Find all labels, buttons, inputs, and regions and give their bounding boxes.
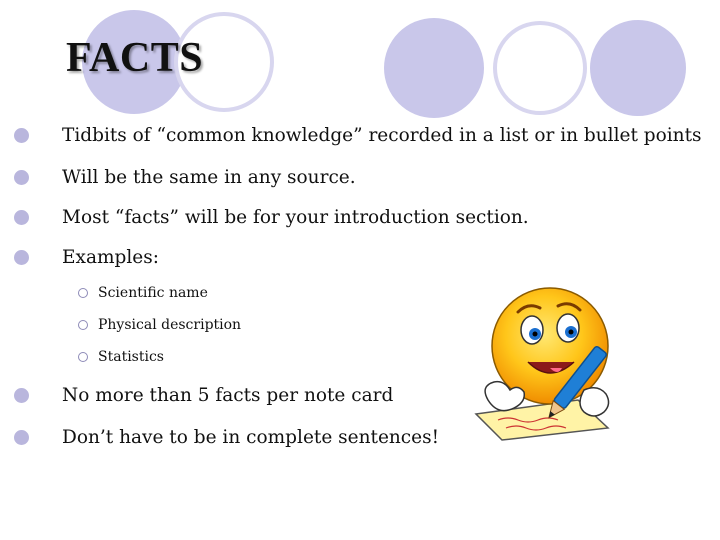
bullet-text: Most “facts” will be for your introduction section. bbox=[62, 206, 529, 228]
bullet-item bbox=[14, 422, 439, 452]
sub-bullet-item bbox=[78, 282, 208, 304]
bullet-dot-icon bbox=[14, 250, 29, 265]
bullet-text: No more than 5 facts per note card bbox=[62, 384, 394, 406]
bullet-text: Tidbits of “common knowledge” recorded in a list or in bullet points bbox=[62, 124, 702, 146]
bullet-dot-icon bbox=[14, 128, 29, 143]
sub-bullet-item bbox=[78, 314, 241, 336]
decor-circle-5 bbox=[590, 20, 686, 116]
ring-bullet-icon bbox=[78, 320, 88, 330]
bullet-text: Examples: bbox=[62, 246, 159, 268]
sub-bullet-text: Statistics bbox=[98, 349, 164, 365]
ring-bullet-icon bbox=[78, 352, 88, 362]
sub-bullet-text: Scientific name bbox=[98, 285, 208, 301]
bullet-dot-icon bbox=[14, 430, 29, 445]
bullet-dot-icon bbox=[14, 170, 29, 185]
bullet-item bbox=[14, 162, 356, 192]
slide-title: FACTS bbox=[66, 35, 204, 81]
decor-circle-3 bbox=[384, 18, 484, 118]
ring-bullet-icon bbox=[78, 288, 88, 298]
sub-bullet-item bbox=[78, 346, 164, 368]
bullet-dot-icon bbox=[14, 210, 29, 225]
bullet-dot-icon bbox=[14, 388, 29, 403]
bullet-item bbox=[14, 202, 529, 232]
bullet-text: Don’t have to be in complete sentences! bbox=[62, 426, 440, 448]
bullet-text: Will be the same in any source. bbox=[62, 166, 356, 188]
sub-bullet-text: Physical description bbox=[98, 317, 242, 333]
bullet-item bbox=[14, 120, 702, 150]
smiley-writing-icon bbox=[458, 282, 638, 442]
decor-circle-4 bbox=[495, 23, 585, 113]
bullet-item bbox=[14, 242, 159, 272]
bullet-item bbox=[14, 380, 393, 410]
